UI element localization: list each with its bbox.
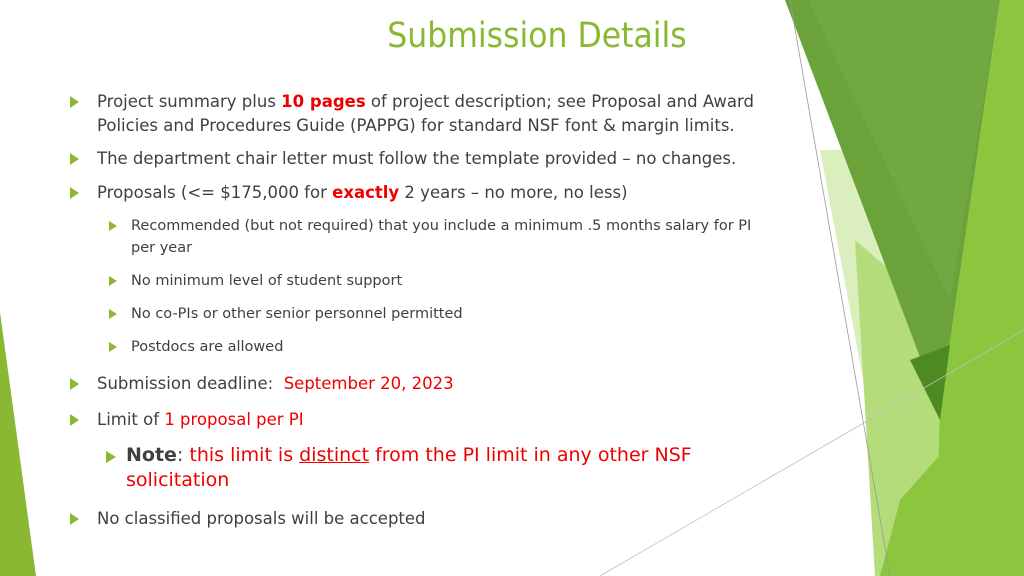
text-segment: : [176,444,190,466]
bullet-text [97,90,754,138]
bullet-text [97,181,628,205]
bullet-arrow-icon [70,378,79,390]
slide-title: Submission Details [387,16,687,56]
text-segment: Proposals (<= $175,000 for [97,183,333,202]
highlight-exactly: exactly [332,183,400,202]
bullet-arrow-icon [106,451,116,463]
text-segment: Limit of [97,410,165,429]
text-segment: of project description; see Proposal and Award [365,92,755,111]
text-segment: from the PI limit in any other NSF [369,444,692,466]
note-label: Note [126,444,177,466]
bullet-text: No minimum level of student support [131,273,403,289]
bullet-arrow-icon [109,309,117,319]
text-segment: solicitation [126,469,230,491]
bullet-arrow-icon [70,96,79,108]
proposal-limit-value: 1 proposal per PI [164,410,304,429]
deadline-date: September 20, 2023 [283,374,454,393]
text-segment: per year [131,240,193,256]
bullet-arrow-icon [109,276,117,286]
bullet-arrow-icon [109,221,117,231]
text-segment: Policies and Procedures Guide (PAPPG) for standard NSF font & margin limits. [97,116,735,135]
bullet-arrow-icon [70,153,79,165]
bullet-text [126,443,692,493]
bullet-text [131,215,751,259]
bullet-arrow-icon [70,513,79,525]
bullet-text [97,408,304,432]
text-segment: Project summary plus [97,92,282,111]
bullet-arrow-icon [70,414,79,426]
bullet-text: No classified proposals will be accepted [97,509,426,528]
bullet-text: No co-PIs or other senior personnel permitted [131,306,463,322]
text-segment: 2 years – no more, no less) [399,183,628,202]
bullet-text: The department chair letter must follow the template provided – no changes. [97,149,737,168]
bullet-text: Postdocs are allowed [131,339,284,355]
text-segment: Submission deadline: [97,374,284,393]
text-segment: this limit is [189,444,300,466]
bullet-arrow-icon [109,342,117,352]
bullet-text [97,372,454,396]
bullet-arrow-icon [70,187,79,199]
highlight-page-count: 10 pages [281,92,366,111]
emphasis-distinct: distinct [299,444,370,466]
text-segment: Recommended (but not required) that you include a minimum .5 months salary for PI [131,218,752,234]
